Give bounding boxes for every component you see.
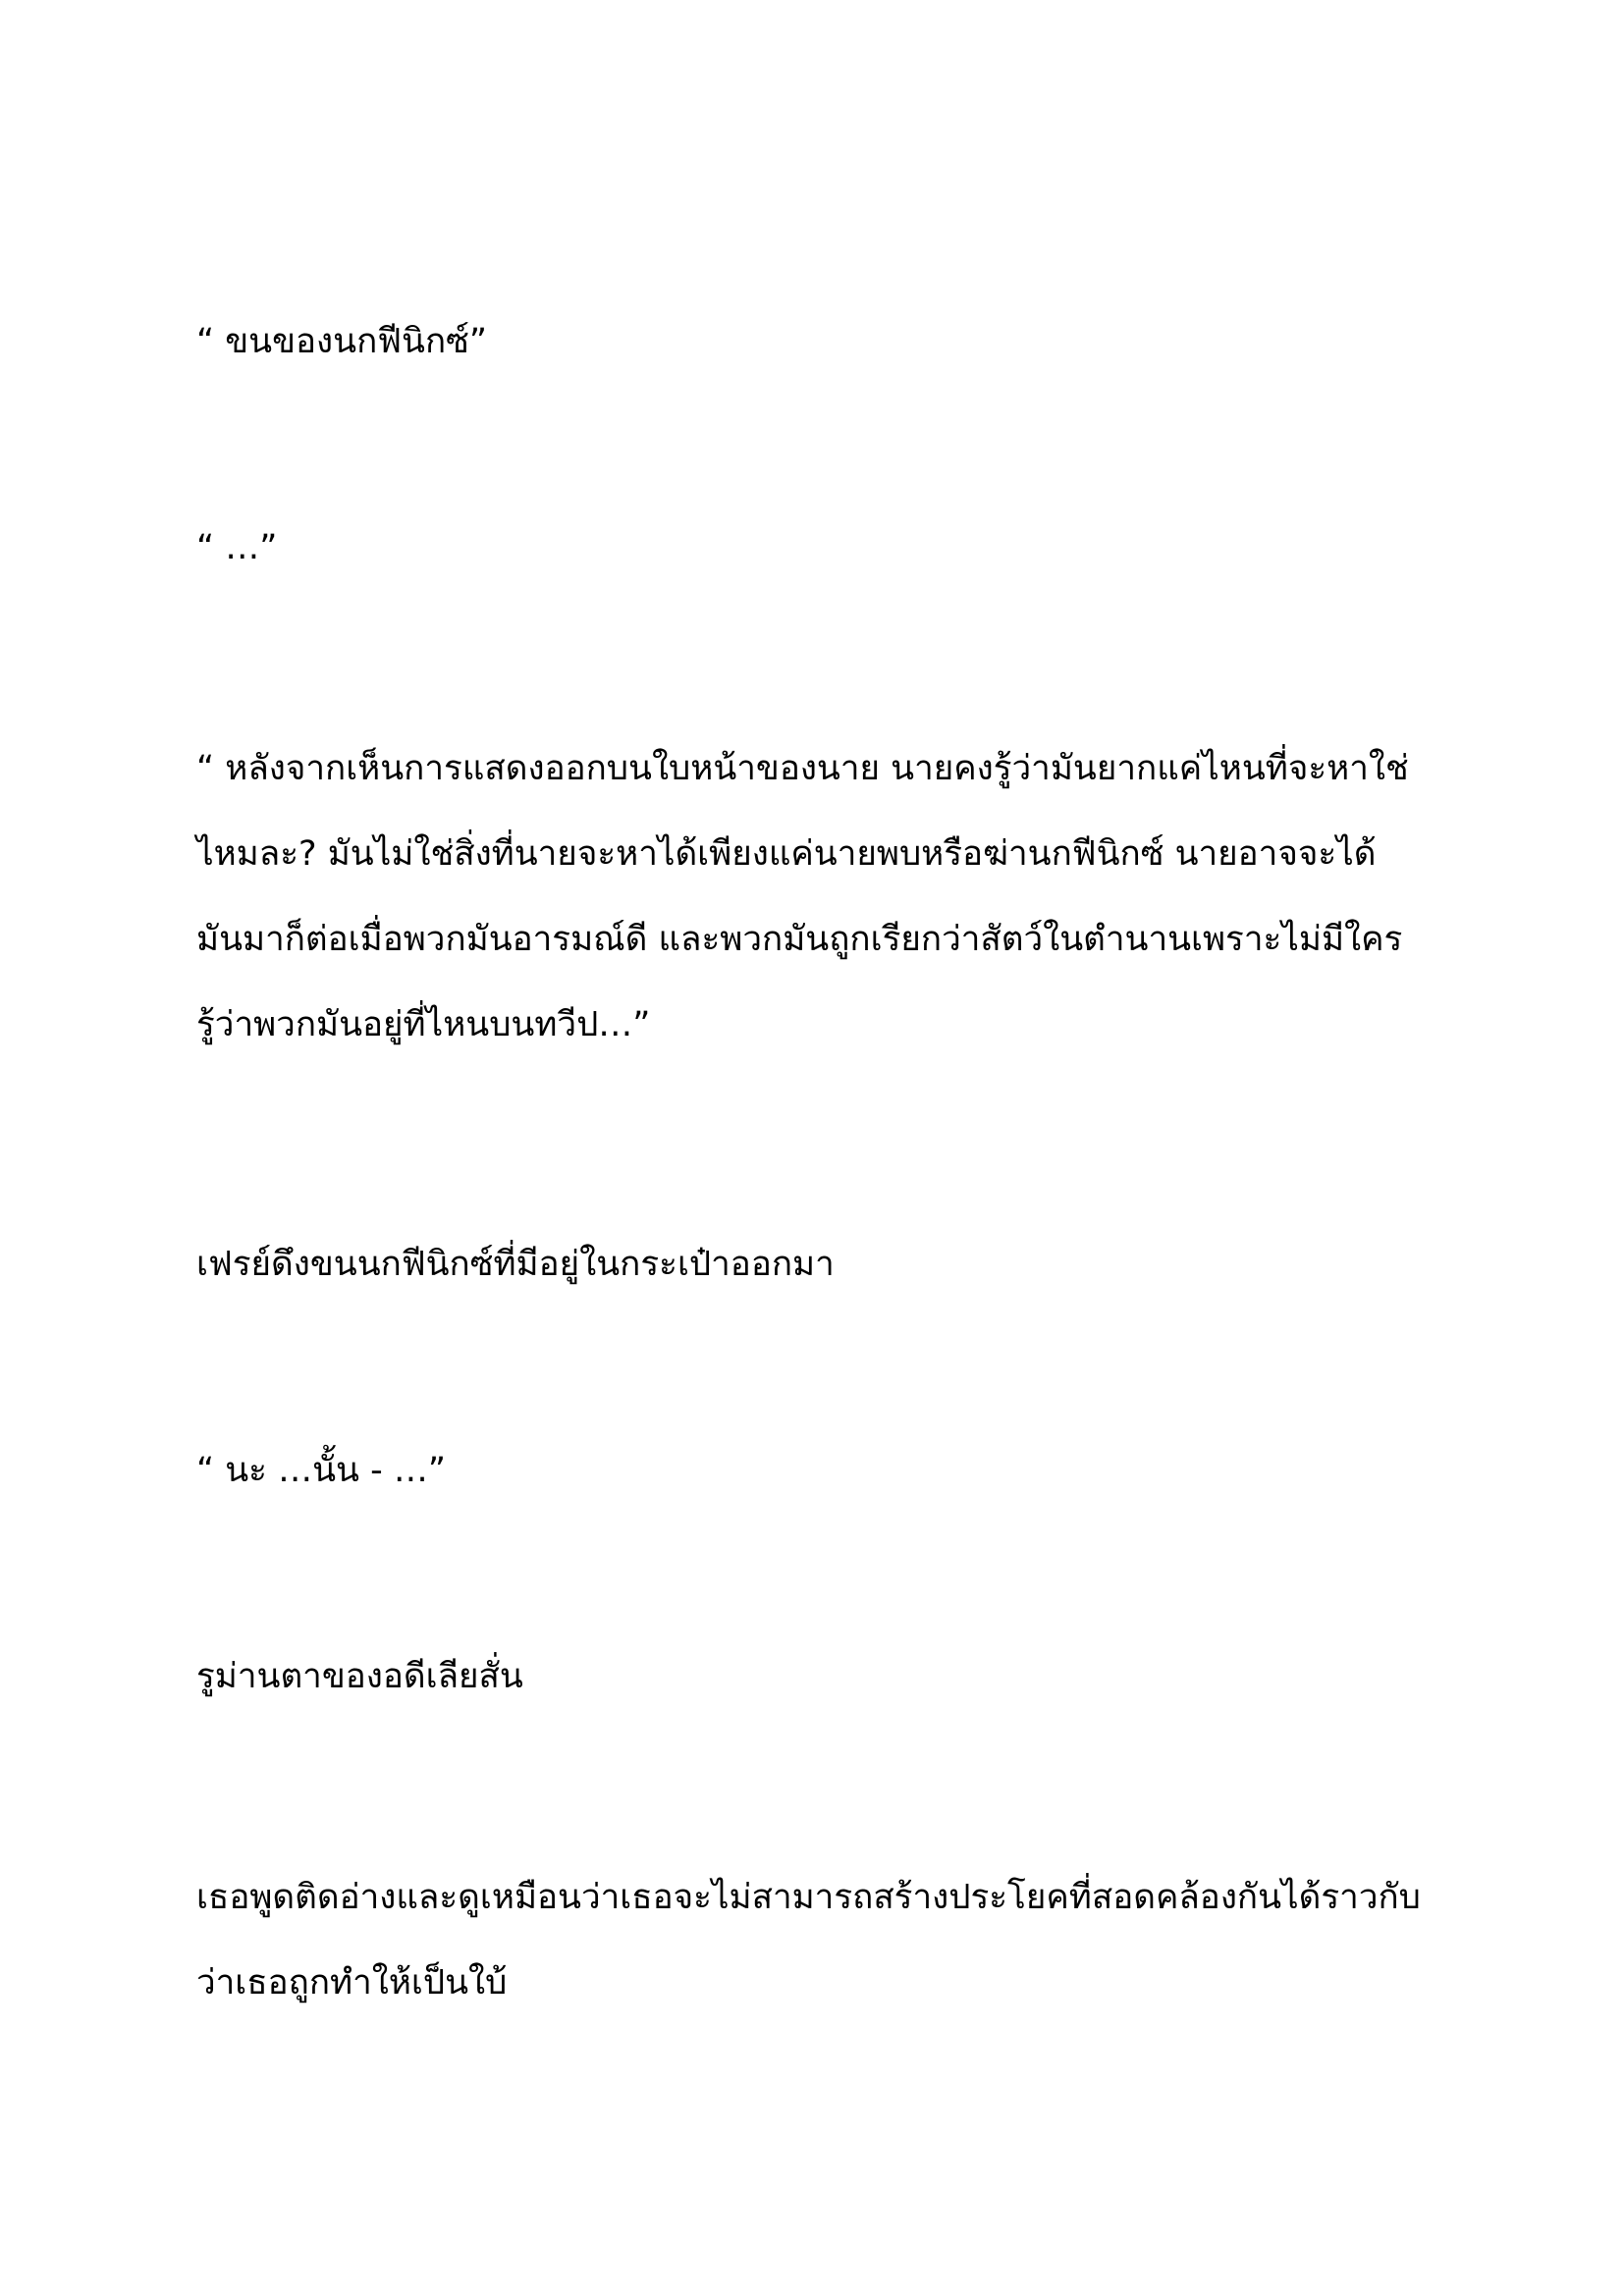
text-line: รู้ว่าพวกมันอยู่ที่ไหนบนทวีป…” bbox=[196, 1005, 651, 1044]
text-line: “ …” bbox=[196, 528, 278, 567]
text-line: “ นะ …นั้น - …” bbox=[196, 1451, 446, 1490]
text-line: ไหมละ? มันไม่ใช่สิ่งที่นายจะหาได้เพียงแค่นายพบหรือฆ่านกฟีนิกซ์ นายอาจจะได้ bbox=[196, 834, 1377, 874]
text-line: ว่าเธอถูกทำให้เป็นใบ้ bbox=[196, 1963, 508, 2002]
paragraph-phoenix-feather bbox=[196, 299, 1453, 385]
text-line: รูม่านตาของอดีเลียสั่น bbox=[196, 1657, 523, 1696]
paragraph-explanation bbox=[196, 726, 1453, 1068]
text-line: เฟรย์ดึงขนนกฟีนิกซ์ที่มีอยู่ในกระเป๋าออกมา bbox=[196, 1245, 835, 1284]
paragraph-stutter bbox=[196, 1428, 1453, 1514]
paragraph-pupils bbox=[196, 1634, 1453, 1720]
text-line: “ ขนของนกฟีนิกซ์” bbox=[196, 322, 488, 361]
text-line: มันมาก็ต่อเมื่อพวกมันอารมณ์ดี และพวกมันถูกเรียกว่าสัตว์ในตำนานเพราะไม่มีใคร bbox=[196, 920, 1403, 959]
paragraph-speechless bbox=[196, 1855, 1453, 2026]
paragraph-ellipsis bbox=[196, 506, 1453, 591]
text-line: “ หลังจากเห็นการแสดงออกบนใบหน้าของนาย นายคงรู้ว่ามันยากแค่ไหนที่จะหาใช่ bbox=[196, 749, 1409, 788]
text-line: เธอพูดติดอ่างและดูเหมือนว่าเธอจะไม่สามารถสร้างประโยคที่สอดคล้องกันได้ราวกับ bbox=[196, 1878, 1421, 1917]
paragraph-freya-action bbox=[196, 1222, 1453, 1308]
